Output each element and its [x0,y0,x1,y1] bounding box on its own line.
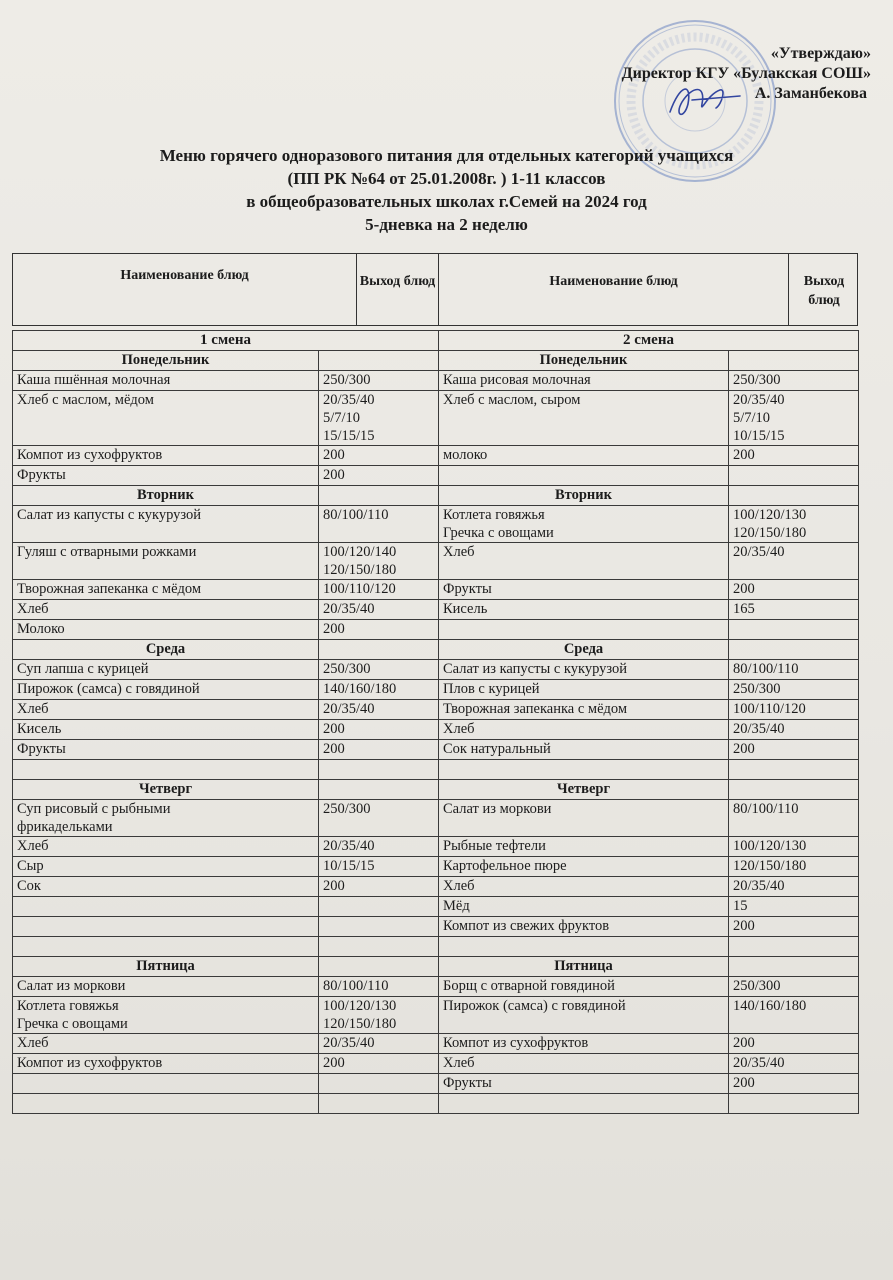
header-dish-name-1: Наименование блюд [13,254,357,325]
dish-name-shift-2: Борщ с отварной говядиной [439,977,729,997]
dish-yield-shift-2: 250/300 [729,977,859,997]
dish-yield-shift-1 [319,917,439,937]
dish-name-shift-1: Компот из сухофруктов [13,1054,319,1074]
dish-name-shift-2: Салат из моркови [439,800,729,837]
table-row [13,600,859,620]
dish-name-shift-2: Плов с курицей [439,680,729,700]
dish-yield-shift-1: 100/120/140 120/150/180 [319,543,439,580]
dish-name-shift-2: Фрукты [439,580,729,600]
table-row [13,977,859,997]
day-empty-yield-2 [729,780,859,800]
dish-yield-shift-2: 200 [729,1034,859,1054]
dish-name-shift-1: Гуляш с отварными рожками [13,543,319,580]
dish-name-shift-1: Компот из сухофруктов [13,446,319,466]
day-empty-yield-2 [729,351,859,371]
dish-name-shift-2: Компот из свежих фруктов [439,917,729,937]
dish-name-shift-2: Котлета говяжья Гречка с овощами [439,506,729,543]
table-row [13,466,859,486]
dish-yield-shift-1: 200 [319,446,439,466]
dish-yield-shift-2: 80/100/110 [729,800,859,837]
day-header-row [13,780,859,800]
dish-yield-shift-2: 80/100/110 [729,660,859,680]
table-row [13,580,859,600]
day-empty-yield-1 [319,640,439,660]
dish-name-shift-1: Кисель [13,720,319,740]
dish-name-shift-2 [439,466,729,486]
dish-yield-shift-2 [729,620,859,640]
table-header [12,253,858,326]
dish-name-shift-2: Хлеб с маслом, сыром [439,391,729,446]
table-row [13,391,859,446]
dish-yield-shift-1: 200 [319,466,439,486]
day-header-row [13,957,859,977]
dish-name-shift-2: Творожная запеканка с мёдом [439,700,729,720]
dish-name-shift-2: Фрукты [439,1074,729,1094]
day-name-shift-1: Понедельник [13,351,319,371]
table-row [13,700,859,720]
menu-title [0,144,893,236]
dish-yield-shift-2: 200 [729,580,859,600]
dish-name-shift-2 [439,760,729,780]
dish-yield-shift-1: 20/35/40 [319,600,439,620]
day-name-shift-1: Среда [13,640,319,660]
dish-name-shift-1 [13,1074,319,1094]
day-name-shift-1: Вторник [13,486,319,506]
table-row [13,917,859,937]
dish-yield-shift-2: 20/35/40 [729,877,859,897]
dish-yield-shift-2: 140/160/180 [729,997,859,1034]
dish-yield-shift-2 [729,1094,859,1114]
dish-name-shift-2 [439,620,729,640]
dish-yield-shift-2: 100/110/120 [729,700,859,720]
table-row [13,506,859,543]
approval-signer: А. Заманбекова [754,85,867,102]
dish-name-shift-1: Пирожок (самса) с говядиной [13,680,319,700]
dish-yield-shift-1: 200 [319,620,439,640]
dish-yield-shift-2: 200 [729,1074,859,1094]
day-empty-yield-2 [729,957,859,977]
table-row [13,543,859,580]
dish-name-shift-1: Суп рисовый с рыбными фрикадельками [13,800,319,837]
dish-yield-shift-1: 20/35/40 [319,837,439,857]
table-row [13,800,859,837]
dish-name-shift-2: молоко [439,446,729,466]
day-header-row [13,486,859,506]
dish-yield-shift-2 [729,937,859,957]
dish-name-shift-1: Хлеб [13,700,319,720]
dish-name-shift-1: Хлеб [13,600,319,620]
dish-yield-shift-1: 10/15/15 [319,857,439,877]
dish-yield-shift-2: 250/300 [729,371,859,391]
dish-yield-shift-1 [319,760,439,780]
dish-yield-shift-1: 200 [319,877,439,897]
shift-1-label: 1 смена [13,331,439,351]
dish-yield-shift-1: 200 [319,740,439,760]
title-line-3: в общеобразовательных школах г.Семей на 2024 год [246,192,647,211]
day-name-shift-2: Пятница [439,957,729,977]
dish-name-shift-1: Каша пшённая молочная [13,371,319,391]
dish-yield-shift-1: 80/100/110 [319,506,439,543]
table-row [13,446,859,466]
dish-yield-shift-1 [319,937,439,957]
dish-yield-shift-2: 100/120/130 120/150/180 [729,506,859,543]
dish-name-shift-1 [13,917,319,937]
dish-yield-shift-1: 20/35/40 [319,700,439,720]
title-line-4: 5-дневка на 2 неделю [365,215,528,234]
dish-yield-shift-2: 200 [729,917,859,937]
dish-name-shift-2: Сок натуральный [439,740,729,760]
dish-name-shift-2 [439,1094,729,1114]
header-yield-1: Выход блюд [357,254,439,325]
dish-yield-shift-1: 20/35/40 5/7/10 15/15/15 [319,391,439,446]
table-row [13,837,859,857]
dish-name-shift-1 [13,760,319,780]
title-line-1: Меню горячего одноразового питания для отдельных категорий учащихся [159,146,734,165]
day-name-shift-1: Пятница [13,957,319,977]
dish-name-shift-2: Пирожок (самса) с говядиной [439,997,729,1034]
approval-position: Директор КГУ «Булакская СОШ» [621,65,871,82]
dish-name-shift-2: Хлеб [439,543,729,580]
dish-yield-shift-1: 20/35/40 [319,1034,439,1054]
day-name-shift-2: Вторник [439,486,729,506]
dish-yield-shift-1: 200 [319,1054,439,1074]
day-empty-yield-1 [319,780,439,800]
dish-name-shift-1: Сок [13,877,319,897]
day-empty-yield-1 [319,351,439,371]
day-name-shift-1: Четверг [13,780,319,800]
dish-yield-shift-2 [729,466,859,486]
table-row [13,1094,859,1114]
table-row [13,1074,859,1094]
dish-name-shift-2: Салат из капусты с кукурузой [439,660,729,680]
header-yield-2: Выход блюд [803,274,845,308]
table-row [13,620,859,640]
dish-name-shift-2: Кисель [439,600,729,620]
dish-name-shift-1: Хлеб [13,1034,319,1054]
shift-row [13,331,859,351]
dish-yield-shift-1: 100/120/130 120/150/180 [319,997,439,1034]
dish-yield-shift-2: 120/150/180 [729,857,859,877]
dish-yield-shift-1: 140/160/180 [319,680,439,700]
dish-name-shift-1: Фрукты [13,466,319,486]
dish-name-shift-1: Хлеб [13,837,319,857]
dish-yield-shift-1: 100/110/120 [319,580,439,600]
dish-name-shift-1: Салат из капусты с кукурузой [13,506,319,543]
table-row [13,1034,859,1054]
dish-name-shift-2: Компот из сухофруктов [439,1034,729,1054]
dish-yield-shift-2 [729,760,859,780]
dish-yield-shift-1 [319,897,439,917]
day-empty-yield-1 [319,957,439,977]
table-row [13,897,859,917]
approval-heading: «Утверждаю» [770,45,871,62]
day-empty-yield-2 [729,486,859,506]
day-header-row [13,640,859,660]
dish-yield-shift-2: 20/35/40 [729,543,859,580]
table-row [13,680,859,700]
table-row [13,371,859,391]
table-row [13,740,859,760]
dish-name-shift-1: Творожная запеканка с мёдом [13,580,319,600]
table-row [13,720,859,740]
dish-yield-shift-2: 20/35/40 [729,1054,859,1074]
dish-name-shift-1 [13,897,319,917]
menu-table [12,330,859,1114]
shift-2-label: 2 смена [439,331,859,351]
dish-yield-shift-2: 20/35/40 [729,720,859,740]
dish-yield-shift-2: 100/120/130 [729,837,859,857]
dish-yield-shift-1 [319,1094,439,1114]
table-row [13,660,859,680]
day-empty-yield-2 [729,640,859,660]
dish-name-shift-2: Хлеб [439,877,729,897]
dish-name-shift-1: Фрукты [13,740,319,760]
dish-name-shift-2 [439,937,729,957]
dish-yield-shift-1: 250/300 [319,371,439,391]
dish-yield-shift-2: 200 [729,740,859,760]
header-dish-name-2: Наименование блюд [439,254,789,325]
day-name-shift-2: Среда [439,640,729,660]
dish-name-shift-1 [13,1094,319,1114]
day-header-row [13,351,859,371]
dish-yield-shift-2: 20/35/40 5/7/10 10/15/15 [729,391,859,446]
dish-name-shift-1: Суп лапша с курицей [13,660,319,680]
dish-yield-shift-1 [319,1074,439,1094]
dish-yield-shift-2: 200 [729,446,859,466]
dish-yield-shift-1: 250/300 [319,800,439,837]
title-line-2: (ПП РК №64 от 25.01.2008г. ) 1-11 классов [287,169,606,188]
day-name-shift-2: Понедельник [439,351,729,371]
day-empty-yield-1 [319,486,439,506]
dish-yield-shift-2: 15 [729,897,859,917]
dish-yield-shift-1: 250/300 [319,660,439,680]
dish-name-shift-1: Котлета говяжья Гречка с овощами [13,997,319,1034]
table-row [13,997,859,1034]
table-row [13,857,859,877]
dish-name-shift-1 [13,937,319,957]
dish-yield-shift-1: 80/100/110 [319,977,439,997]
dish-name-shift-1: Молоко [13,620,319,640]
table-row [13,937,859,957]
dish-name-shift-1: Салат из моркови [13,977,319,997]
dish-yield-shift-2: 250/300 [729,680,859,700]
approval-block [622,44,871,104]
dish-name-shift-2: Каша рисовая молочная [439,371,729,391]
table-row [13,760,859,780]
dish-name-shift-2: Хлеб [439,1054,729,1074]
dish-yield-shift-1: 200 [319,720,439,740]
dish-name-shift-2: Мёд [439,897,729,917]
table-row [13,877,859,897]
dish-name-shift-1: Сыр [13,857,319,877]
dish-yield-shift-2: 165 [729,600,859,620]
day-name-shift-2: Четверг [439,780,729,800]
table-row [13,1054,859,1074]
dish-name-shift-2: Рыбные тефтели [439,837,729,857]
dish-name-shift-2: Картофельное пюре [439,857,729,877]
dish-name-shift-1: Хлеб с маслом, мёдом [13,391,319,446]
dish-name-shift-2: Хлеб [439,720,729,740]
